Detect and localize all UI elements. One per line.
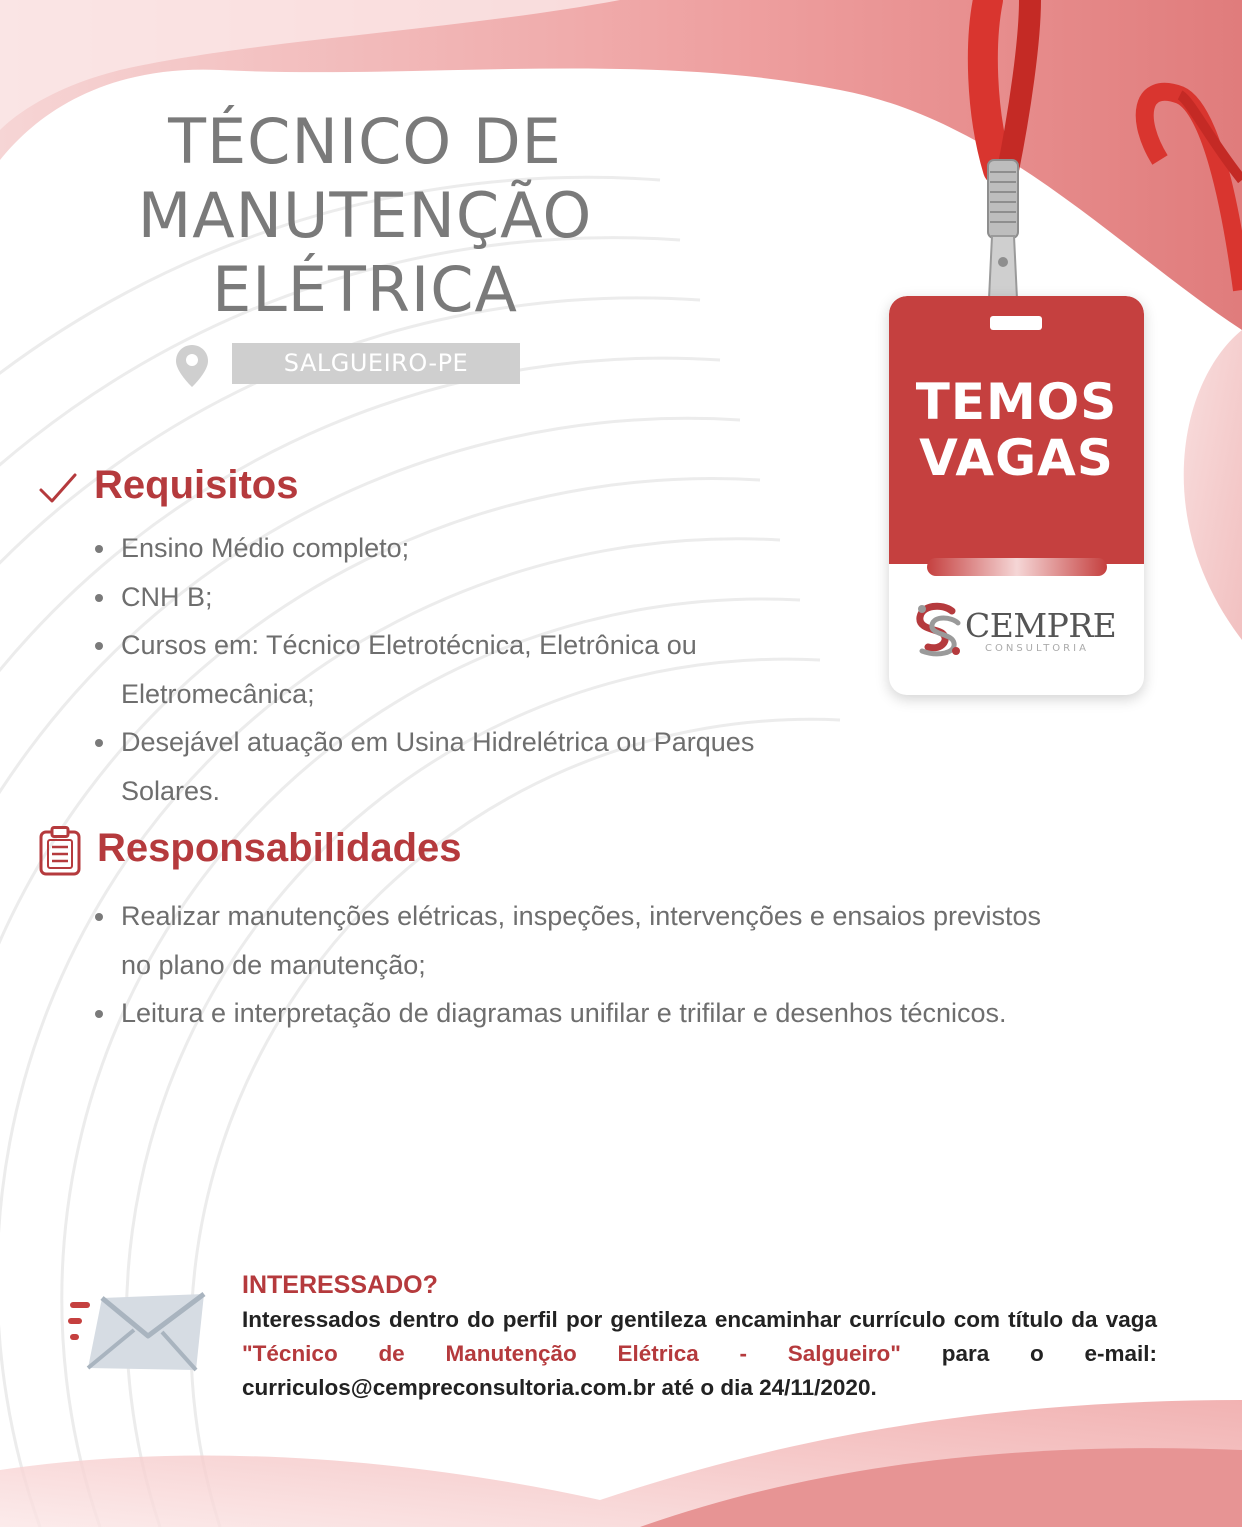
badge-header <box>889 296 1144 564</box>
clipboard-icon <box>38 826 82 876</box>
list-item: Cursos em: Técnico Eletrotécnica, Eletrônica ou Eletromecânica; <box>95 621 755 718</box>
badge-title <box>889 374 1144 486</box>
logo-subtitle: CONSULTORIA <box>985 643 1089 654</box>
contact-heading: INTERESSADO? <box>242 1271 438 1299</box>
list-item: Desejável atuação em Usina Hidrelétrica ou Parques Solares. <box>95 718 755 815</box>
list-item: Leitura e interpretação de diagramas unifilar e trifilar e desenhos técnicos. <box>95 989 1055 1038</box>
location-label: SALGUEIRO-PE <box>232 343 520 384</box>
requisitos-list <box>95 524 755 815</box>
cempre-logo-icon <box>912 601 964 657</box>
envelope-icon <box>68 1290 210 1374</box>
contact-text <box>242 1303 1157 1405</box>
list-item: CNH B; <box>95 573 755 622</box>
responsabilidades-list <box>95 892 1055 1038</box>
badge-line: VAGAS <box>919 429 1114 487</box>
badge-line: TEMOS <box>915 373 1118 431</box>
list-item: Ensino Médio completo; <box>95 524 755 573</box>
list-item: Realizar manutenções elétricas, inspeções, intervenções e ensaios previstos no plano de manutenção; <box>95 892 1055 989</box>
badge-card <box>889 296 1144 695</box>
map-pin-icon <box>175 344 209 388</box>
job-reference: "Técnico de Manutenção Elétrica - Salgueiro" <box>242 1341 901 1366</box>
requisitos-heading: Requisitos <box>94 463 299 507</box>
responsabilidades-heading: Responsabilidades <box>97 826 462 870</box>
job-title-line: MANUTENÇÃO <box>137 179 593 252</box>
badge-slot <box>990 316 1042 330</box>
badge-divider <box>927 558 1107 576</box>
job-title <box>60 105 670 327</box>
contact-text-part: Interessados dentro do perfil por gentileza encaminhar currículo com título da vaga <box>242 1307 1157 1332</box>
job-title-line: ELÉTRICA <box>212 253 518 326</box>
check-icon <box>38 471 78 505</box>
logo-name: CEMPRE <box>965 606 1117 645</box>
job-title-line: TÉCNICO DE <box>168 105 562 178</box>
contact-text-part: para o e-mail: curriculos@cempreconsultoria.com.br até o dia 24/11/2020. <box>242 1341 1157 1400</box>
